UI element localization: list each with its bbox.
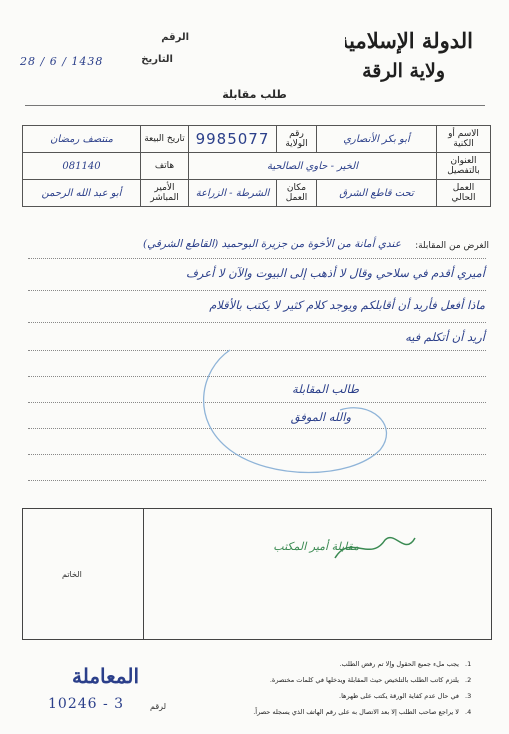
number-label: الرقم [161,32,189,43]
note-3: 3.في حال عدم كفاية الورقة يكتب على ظهرها. [339,692,472,700]
state-no-value: 9985077 [189,126,277,153]
writing-line [28,258,486,259]
purpose-line-4: أريد أن أتكلم فيه [405,330,485,344]
state-logo [345,22,475,82]
approval-handwriting: مقابلة أمير المكتب [273,540,359,553]
direct-emir-label: الأمير المباشر [141,180,189,207]
address-value: الخير - حاوي الصالحية [189,153,437,180]
pledge-date-label: تاريخ البيعة [141,126,189,153]
phone-value: 081140 [23,153,141,180]
signoff-line-2: والله الموفق [290,410,351,424]
address-label: العنوان بالتفصيل [437,153,491,180]
name-label: الاسم أو الكنية [437,126,491,153]
signoff-line-1: طالب المقابلة [292,382,359,396]
approval-box [22,508,492,640]
logo-line-1: الدولة الإسلامية [345,28,473,53]
note-1: 1.يجب ملء جميع الحقول وإلا تم رفض الطلب. [339,660,472,668]
name-value: أبو بكر الأنصاري [317,126,437,153]
date-label: التاريخ [141,54,173,65]
state-no-label: رقم الولاية [277,126,317,153]
logo-line-2: ولاية الرقة [362,60,445,82]
title-underline [25,105,485,106]
seal-label: الخاتم [62,570,82,579]
note-2: 2.يلتزم كاتب الطلب بالتلخيص حيث المقابلة ويدخلها في كلمات مختصرة. [269,676,472,684]
writing-line [28,290,486,291]
seal-divider [143,509,144,639]
work-place-value: الشرطة - الزراعة [189,180,277,207]
purpose-label: الغرض من المقابلة: [415,241,489,251]
applicant-info-table [22,125,491,207]
pen-swirl-mark [190,330,400,500]
pledge-date-value: منتصف رمضان [23,126,141,153]
note-4: 4.لا يراجع صاحب الطلب إلا بعد الاتصال به على رقم الهاتف الذي يسجله حصراً. [253,708,472,716]
purpose-line-3: ماذا أفعل فأريد أن أقابلكم ويوجد كلام كثير لا يكتب بالأقلام [209,298,485,312]
purpose-line-2: أميري أقدم في سلاحي وقال لا أذهب إلى البيوت والآن لا أعرف [186,266,485,280]
writing-line [28,322,486,323]
direct-emir-value: أبو عبد الله الرحمن [23,180,141,207]
date-value: 28 / 6 / 1438 [20,55,104,68]
page-title: طلب مقابلة [222,88,287,101]
purpose-line-1: عندي أمانة من الأخوة من جزيرة البوحميد (القاطع الشرقي) [143,238,401,250]
work-label: العمل الحالي [437,180,491,207]
phone-label: هاتف [141,153,189,180]
work-place-label: مكان العمل [277,180,317,207]
reference-number: 10246 - 3 [48,696,125,712]
work-value: تحت قاطع الشرق [317,180,437,207]
transaction-stamp: المعاملة [72,664,140,688]
reference-label: لرقم [150,702,166,711]
